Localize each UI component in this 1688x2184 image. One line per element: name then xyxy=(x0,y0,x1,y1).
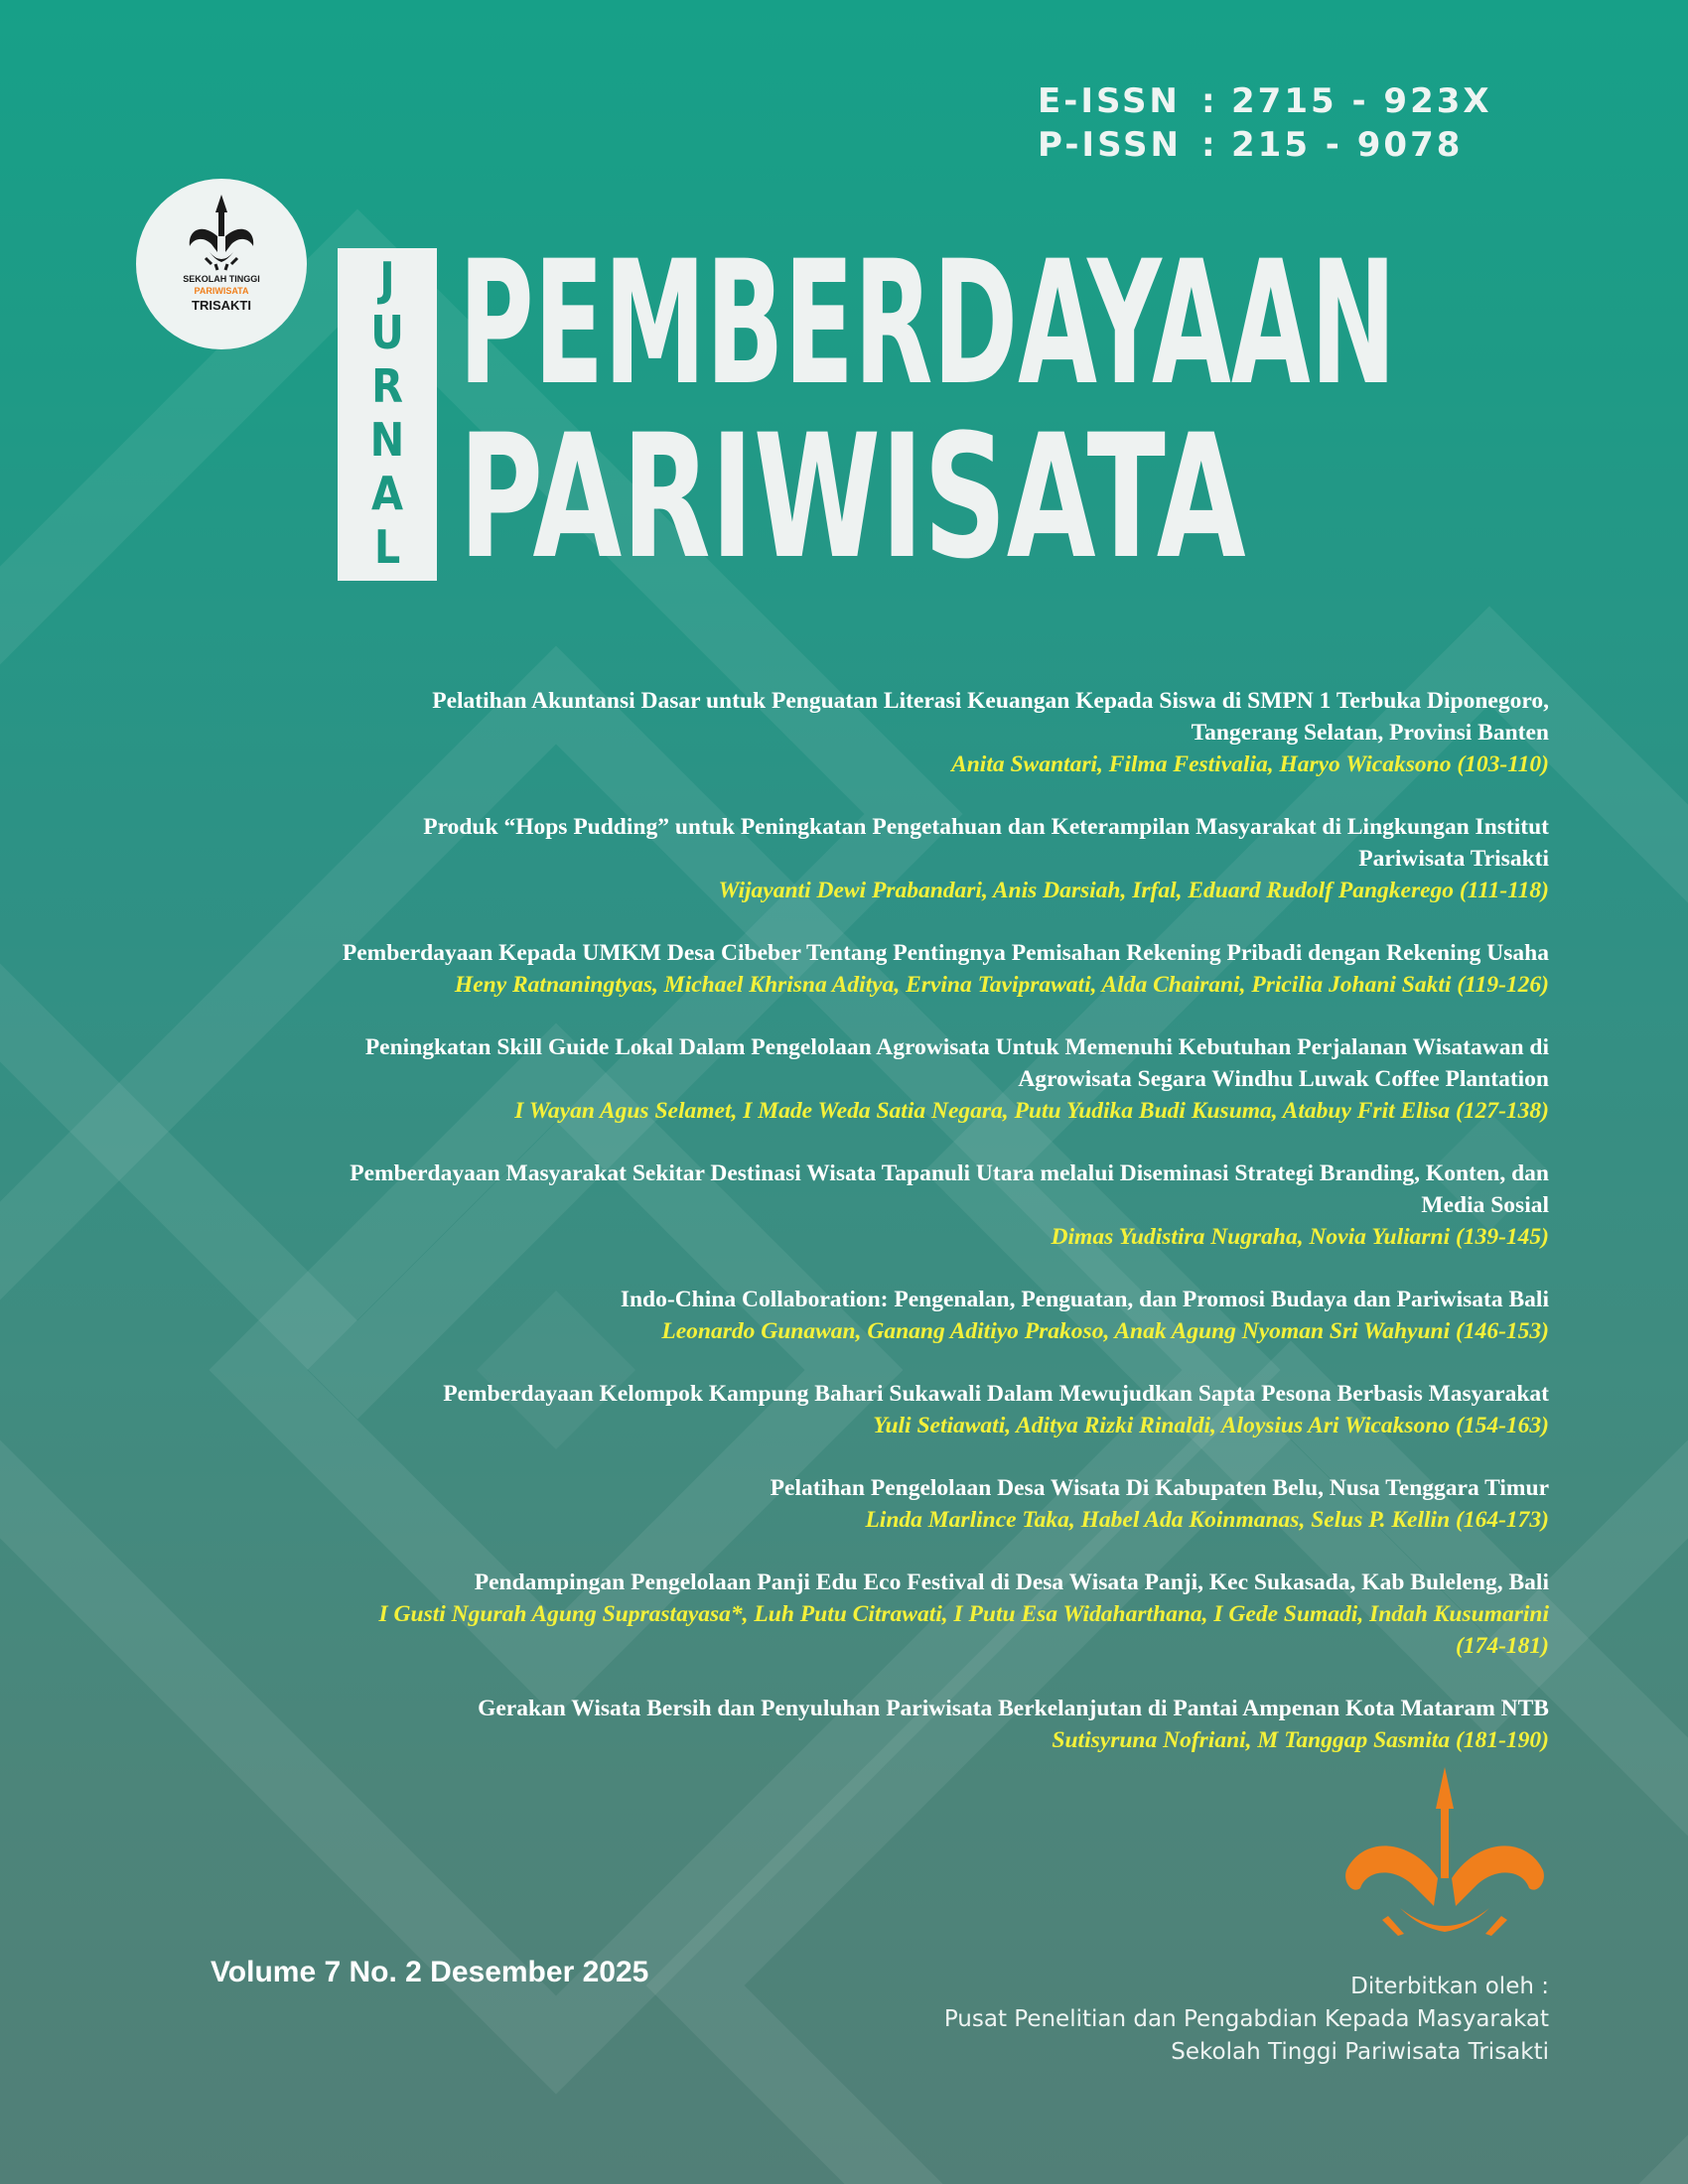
article-title-line: Pemberdayaan Kepada UMKM Desa Cibeber Tentang Pentingnya Pemisahan Rekening Pribadi dengan Rekening Usaha xyxy=(342,940,1549,966)
journal-title-line1: PEMBERDAYAAN xyxy=(459,223,1397,423)
journal-title-line2: PARIWISATA xyxy=(459,397,1246,597)
jurnal-letter: R xyxy=(371,359,403,413)
jurnal-vertical-bar xyxy=(338,248,437,581)
e-issn-separator: : xyxy=(1201,81,1218,121)
institution-logo xyxy=(136,179,307,349)
article-title-line: Media Sosial xyxy=(1421,1192,1549,1218)
article-authors-line: Heny Ratnaningtyas, Michael Khrisna Aditya, Ervina Taviprawati, Alda Chairani, Pricilia Johani Sakti (119-126) xyxy=(454,972,1549,998)
p-issn xyxy=(1038,125,1554,165)
toc-entry xyxy=(79,1284,1549,1347)
e-issn-value: 2715 - 923X xyxy=(1231,81,1492,121)
publisher-line2: Pusat Penelitian dan Pengabdian Kepada Masyarakat xyxy=(943,2006,1549,2032)
logo-text-line2: PARIWISATA xyxy=(194,286,249,296)
article-title-line: Gerakan Wisata Bersih dan Penyuluhan Pariwisata Berkelanjutan di Pantai Ampenan Kota Mataram NTB xyxy=(478,1696,1549,1721)
trisakti-emblem-icon xyxy=(182,193,261,272)
article-title-line: Pemberdayaan Kelompok Kampung Bahari Sukawali Dalam Mewujudkan Sapta Pesona Berbasis Masyarakat xyxy=(443,1381,1549,1407)
p-issn-separator: : xyxy=(1201,125,1218,165)
p-issn-value: 215 - 9078 xyxy=(1231,125,1464,165)
jurnal-letter: A xyxy=(370,467,404,520)
article-authors-line: Yuli Setiawati, Aditya Rizki Rinaldi, Aloysius Ari Wicaksono (154-163) xyxy=(873,1413,1549,1438)
article-authors-line: Wijayanti Dewi Prabandari, Anis Darsiah, Irfal, Eduard Rudolf Pangkerego (111-118) xyxy=(718,878,1549,903)
toc-entry xyxy=(79,1693,1549,1756)
article-authors-line: Anita Swantari, Filma Festivalia, Haryo Wicaksono (103-110) xyxy=(951,751,1549,777)
article-authors-line: Dimas Yudistira Nugraha, Novia Yuliarni (139-145) xyxy=(1051,1224,1549,1250)
article-authors-line: I Wayan Agus Selamet, I Made Weda Satia Negara, Putu Yudika Budi Kusuma, Atabuy Frit Elisa (127-138) xyxy=(514,1098,1549,1124)
toc-entry xyxy=(79,685,1549,780)
article-title-line: Peningkatan Skill Guide Lokal Dalam Pengelolaan Agrowisata Untuk Memenuhi Kebutuhan Perjalanan Wisatawan di xyxy=(364,1034,1549,1060)
toc-entry xyxy=(79,1567,1549,1662)
publisher-line3: Sekolah Tinggi Pariwisata Trisakti xyxy=(1171,2039,1549,2065)
e-issn-label: E-ISSN xyxy=(1038,81,1181,121)
publisher-block xyxy=(755,1971,1549,2069)
toc-entry xyxy=(79,937,1549,1001)
article-title-line: Pemberdayaan Masyarakat Sekitar Destinasi Wisata Tapanuli Utara melalui Diseminasi Strategi Branding, Konten, dan xyxy=(350,1160,1549,1186)
jurnal-letter: U xyxy=(370,306,404,359)
toc-entry xyxy=(79,1378,1549,1441)
jurnal-letter: J xyxy=(379,252,395,306)
toc-entry xyxy=(79,1031,1549,1127)
publisher-emblem-icon xyxy=(1331,1767,1559,1946)
article-title-line: Pendampingan Pengelolaan Panji Edu Eco Festival di Desa Wisata Panji, Kec Sukasada, Kab Buleleng, Bali xyxy=(474,1570,1549,1595)
table-of-contents xyxy=(79,685,1549,1787)
article-title-line: Pelatihan Pengelolaan Desa Wisata Di Kabupaten Belu, Nusa Tenggara Timur xyxy=(770,1475,1549,1501)
volume-issue-label: Volume 7 No. 2 Desember 2025 xyxy=(211,1956,649,1988)
article-title-line: Pariwisata Trisakti xyxy=(1358,846,1549,872)
publisher-line1: Diterbitkan oleh : xyxy=(1350,1974,1549,1999)
article-authors-line: Linda Marlince Taka, Habel Ada Koinmanas, Selus P. Kellin (164-173) xyxy=(865,1507,1549,1533)
toc-entry xyxy=(79,1158,1549,1253)
logo-text-line3: TRISAKTI xyxy=(192,298,251,313)
article-title-line: Produk “Hops Pudding” untuk Peningkatan Pengetahuan dan Keterampilan Masyarakat di Lingkungan Institut xyxy=(423,814,1549,840)
toc-entry xyxy=(79,811,1549,906)
e-issn xyxy=(1038,81,1554,121)
jurnal-letter: L xyxy=(373,520,401,574)
article-title-line: Pelatihan Akuntansi Dasar untuk Penguatan Literasi Keuangan Kepada Siswa di SMPN 1 Terbuka Diponegoro, xyxy=(432,688,1549,714)
article-authors-line: I Gusti Ngurah Agung Suprastayasa*, Luh Putu Citrawati, I Putu Esa Widaharthana, I Gede Sumadi, Indah Kusumarini xyxy=(378,1601,1549,1627)
article-authors-line: Leonardo Gunawan, Ganang Aditiyo Prakoso, Anak Agung Nyoman Sri Wahyuni (146-153) xyxy=(661,1318,1549,1344)
article-authors-line: (174-181) xyxy=(1456,1633,1549,1659)
article-title-line: Indo-China Collaboration: Pengenalan, Penguatan, dan Promosi Budaya dan Pariwisata Bali xyxy=(620,1287,1549,1312)
toc-entry xyxy=(79,1472,1549,1536)
article-title-line: Agrowisata Segara Windhu Luwak Coffee Plantation xyxy=(1018,1066,1549,1092)
article-title-line: Tangerang Selatan, Provinsi Banten xyxy=(1191,720,1549,746)
logo-text-line1: SEKOLAH TINGGI xyxy=(183,274,260,284)
jurnal-letter: N xyxy=(369,413,405,467)
p-issn-label: P-ISSN xyxy=(1038,125,1182,165)
article-authors-line: Sutisyruna Nofriani, M Tanggap Sasmita (181-190) xyxy=(1052,1727,1549,1753)
